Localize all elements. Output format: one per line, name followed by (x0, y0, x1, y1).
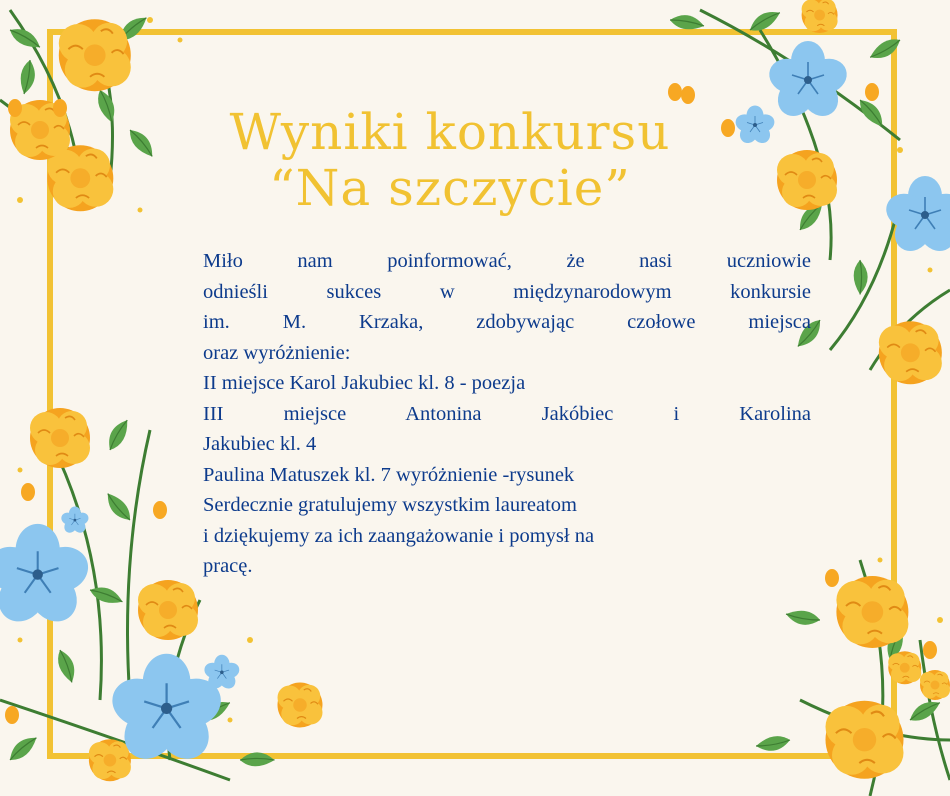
body-line: i dziękujemy za ich zaangażowanie i pomysł na (203, 524, 595, 547)
title-line-2: “Na szczycie” (269, 159, 631, 217)
body-line: im. M. Krzaka, zdobywając czołowe miejsca (203, 311, 811, 333)
bottom-right-bouquet (756, 560, 950, 796)
result-line: Paulina Matuszek kl. 7 wyróżnienie -rysunek (203, 463, 575, 486)
body-line: Serdecznie gratulujemy wszystkim laureatom (203, 494, 578, 516)
announcement-title (150, 104, 750, 216)
body-line: pracę. (203, 555, 253, 577)
result-line: III miejsce Antonina Jakóbiec i Karolina (203, 402, 811, 425)
announcement-body (203, 246, 811, 582)
result-line: II miejsce Karol Jakubiec kl. 8 - poezja (203, 372, 526, 394)
body-line: odnieśli sukces w międzynarodowym konkursie (203, 280, 811, 303)
title-line-1: Wyniki konkursu (229, 103, 671, 161)
body-line: oraz wyróżnienie: (203, 341, 351, 364)
body-line: Miło nam poinformować, że nasi uczniowie (203, 250, 811, 272)
result-line: Jakubiec kl. 4 (203, 433, 317, 455)
top-left-bouquet (0, 10, 156, 211)
